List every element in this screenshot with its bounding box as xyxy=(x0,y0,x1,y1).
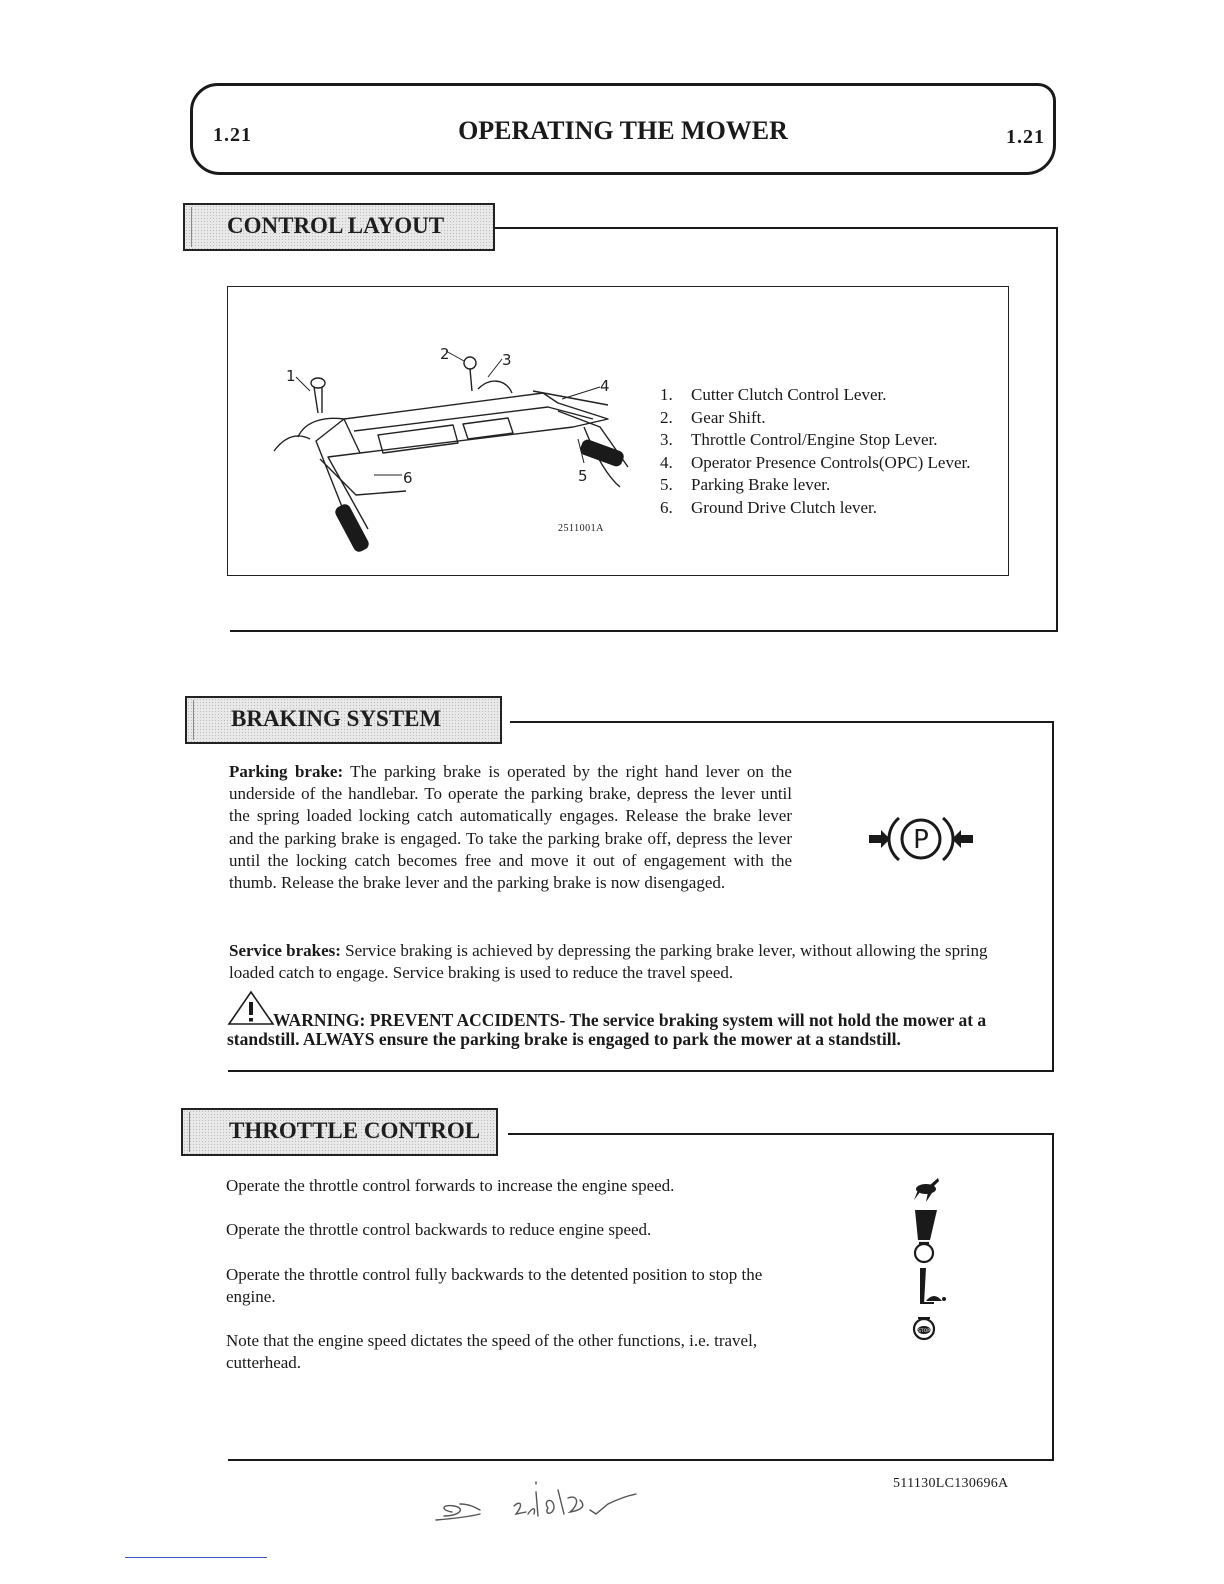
parking-brake-paragraph xyxy=(229,761,792,894)
page-header xyxy=(190,83,1056,175)
parking-symbol-letter: P xyxy=(913,825,929,855)
throttle-control-heading xyxy=(181,1108,498,1156)
gear-shift-knob xyxy=(464,357,476,369)
parking-brake-label: Parking brake: xyxy=(229,762,344,781)
left-grip xyxy=(333,502,371,554)
throttle-control-heading-text: THROTTLE CONTROL xyxy=(229,1118,481,1143)
throttle-symbol xyxy=(904,1176,948,1346)
callout-3: 3 xyxy=(502,351,512,369)
engine-run-icon xyxy=(915,1243,933,1262)
callout-6: 6 xyxy=(403,469,413,487)
control-layout-heading xyxy=(183,203,495,251)
control-layout-figure xyxy=(227,286,1009,576)
handlebar-diagram xyxy=(258,307,678,577)
opc-lever xyxy=(533,391,608,405)
throttle-control-rule xyxy=(508,1133,1054,1135)
legend-item: 3. Throttle Control/Engine Stop Lever. xyxy=(660,430,938,449)
service-brakes-paragraph xyxy=(229,940,1009,984)
throttle-paragraph-4: Note that the engine speed dictates the speed of the other functions, i.e. travel, cutterhead. xyxy=(226,1331,758,1373)
control-legend xyxy=(660,384,970,519)
page-edge-mark xyxy=(125,1557,267,1558)
warning-text: WARNING: PREVENT ACCIDENTS- The service braking system will not hold the mower at a standstill. ALWAYS ensure the parking brake is engaged to park the mower at a standstill. xyxy=(227,1010,987,1049)
parking-brake-text: The parking brake is operated by the right hand lever on the underside of the handlebar. To operate the parking brake, depress the lever until the spring loaded locking catch automatically engages. Release the brake lever and the parking brake is engaged. To take the parking brake off, depress the lever until the locking catch becomes free and move it out of engagement with the thumb. Release the brake lever and the parking brake is now disengaged. xyxy=(229,762,792,893)
service-brakes-text: Service braking is achieved by depressing the parking brake lever, without allowing the spring loaded catch to engage. Service braking is used to reduce the travel speed. xyxy=(229,941,988,983)
figure-code: 2511001A xyxy=(558,523,604,534)
engine-stop-icon xyxy=(914,1318,934,1339)
throttle-paragraph-2: Operate the throttle control backwards to reduce engine speed. xyxy=(226,1220,652,1239)
legend-item: 2. Gear Shift. xyxy=(660,407,766,427)
slow-bar-icon xyxy=(920,1268,926,1304)
braking-system-rule xyxy=(510,721,1054,723)
document-code: 511130LC130696A xyxy=(893,1476,1009,1491)
legend-item: 1. Cutter Clutch Control Lever. xyxy=(660,385,887,404)
control-layout-rule xyxy=(495,227,1058,229)
hare-icon xyxy=(914,1178,939,1202)
callout-4: 4 xyxy=(600,377,610,395)
lever-1 xyxy=(314,387,322,413)
service-brakes-label: Service brakes: xyxy=(229,941,341,960)
throttle-paragraph-1: Operate the throttle control forwards to increase the engine speed. xyxy=(226,1176,675,1195)
parking-brake-symbol xyxy=(866,810,976,870)
section-number-right: 1.21 xyxy=(1006,126,1045,148)
legend-item: 5. Parking Brake lever. xyxy=(660,475,831,494)
speed-bar-icon xyxy=(915,1210,937,1240)
throttle-lever xyxy=(478,381,512,393)
warning-paragraph xyxy=(227,1011,1017,1049)
page-title: OPERATING THE MOWER xyxy=(458,116,788,145)
braking-system-heading xyxy=(185,696,502,744)
handwritten-signature xyxy=(430,1470,640,1530)
control-layout-heading-text: CONTROL LAYOUT xyxy=(227,213,445,238)
section-number-left: 1.21 xyxy=(213,124,252,146)
braking-system-heading-text: BRAKING SYSTEM xyxy=(231,706,442,731)
callout-1: 1 xyxy=(286,367,296,385)
handlebar-plate xyxy=(344,393,608,453)
tortoise-icon xyxy=(926,1296,946,1301)
throttle-paragraph-3: Operate the throttle control fully backwards to the detented position to stop the engine. xyxy=(226,1265,763,1307)
legend-item: 6. Ground Drive Clutch lever. xyxy=(660,497,878,517)
callout-2: 2 xyxy=(440,345,450,363)
legend-item: 4. Operator Presence Controls(OPC) Lever. xyxy=(660,452,971,472)
callout-5: 5 xyxy=(578,467,588,485)
stop-label: STOP xyxy=(918,1329,930,1334)
